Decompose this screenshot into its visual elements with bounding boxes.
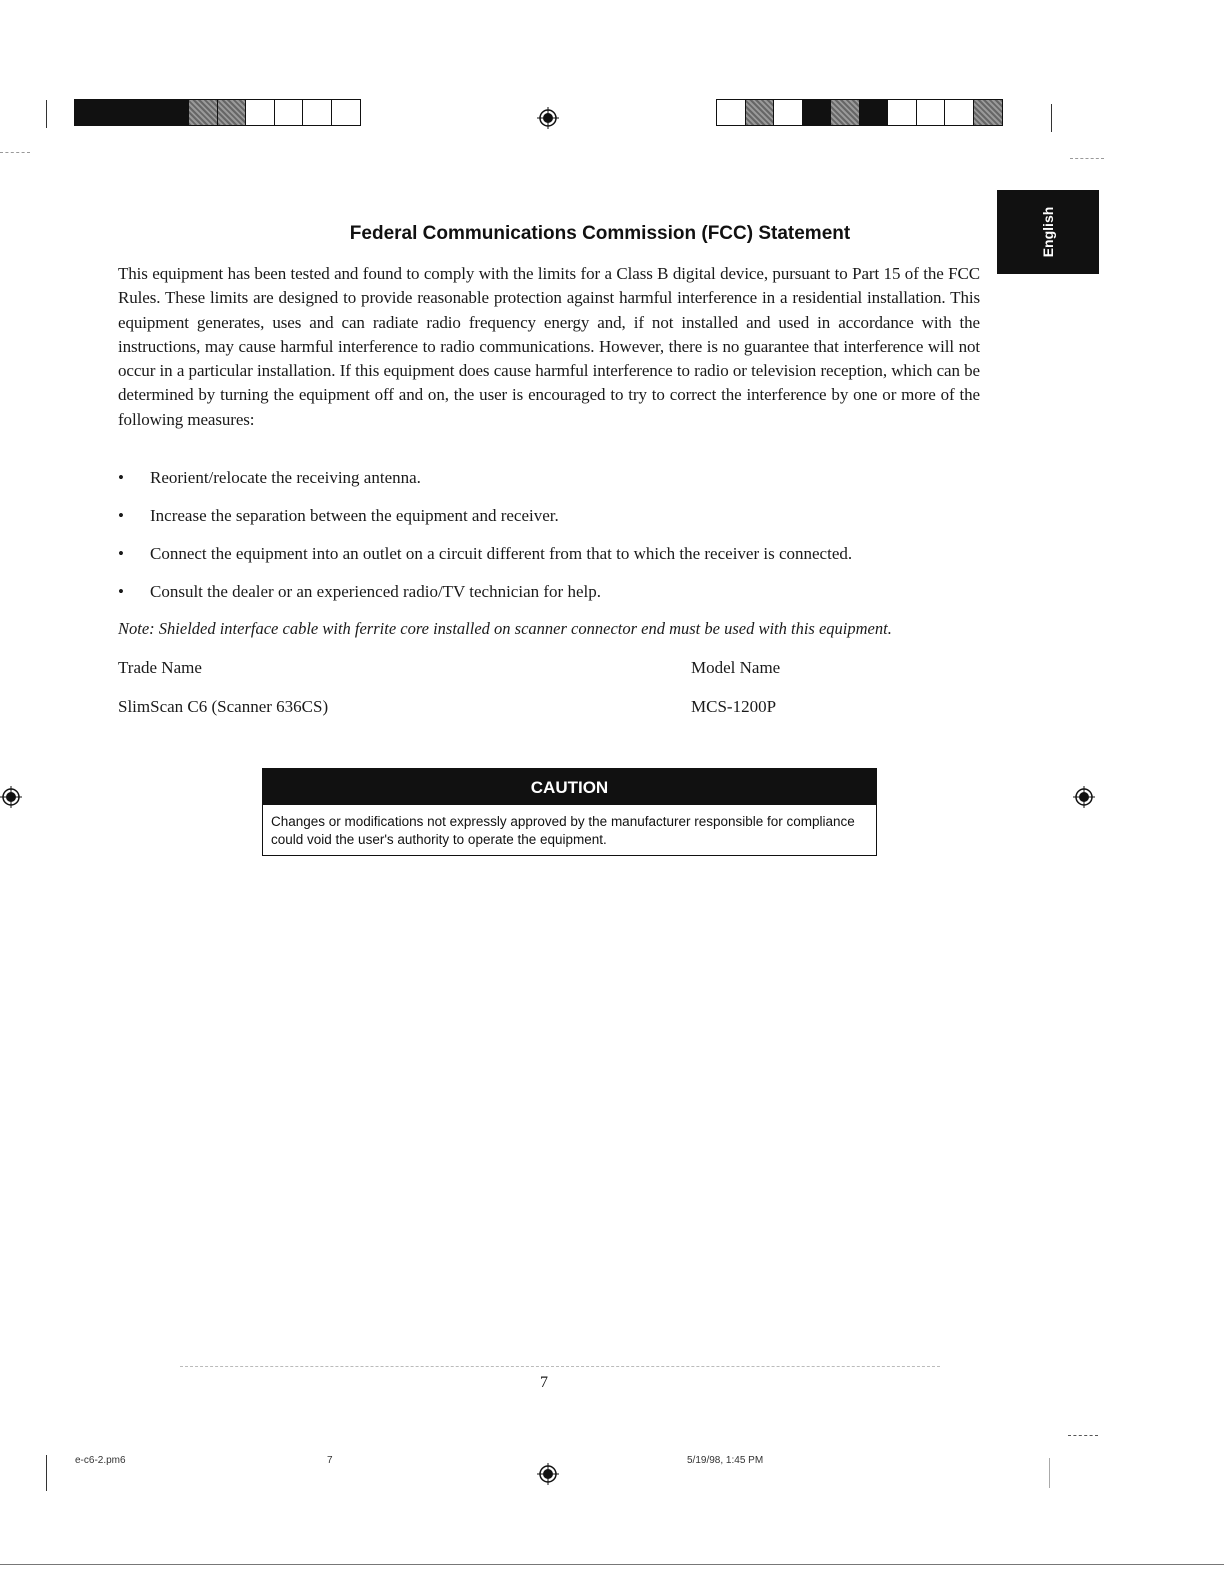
registration-mark-icon: [0, 786, 22, 808]
registration-mark-icon: [537, 107, 559, 129]
trade-name-label: Trade Name: [118, 658, 202, 677]
scan-edge: [0, 1564, 1224, 1565]
trade-name-value: SlimScan C6 (Scanner 636CS): [118, 697, 329, 716]
footer-page: 7: [327, 1455, 333, 1466]
caution-text: Changes or modifications not expressly approved by the manufacturer responsible for compliance could void the user's authority to operate the equipment.: [271, 814, 855, 847]
registration-mark-icon: [1073, 786, 1095, 808]
crop-mark: [1051, 104, 1052, 132]
intro-paragraph: This equipment has been tested and found to comply with the limits for a Class B digital device, pursuant to Part 15 of the FCC Rules. These limits are designed to provide reasonable protection against harmful interference in a residential installation. This equipment generates, uses and can radiate radio frequency energy and, if not installed and used in accordance with the instructions, may cause harmful interference to radio communications. However, there is no guarantee that interference will not occur in a particular installation. If this equipment does cause harmful interference to radio or television reception, which can be determined by turning the equipment off and on, the user is encouraged to try to correct the interference by one or more of the following measures:: [118, 264, 980, 429]
model-name-value: MCS-1200P: [691, 697, 777, 716]
registration-strip-left: [74, 99, 359, 126]
list-item: • Reorient/relocate the receiving antenna.: [118, 466, 988, 504]
measures-list: [118, 466, 988, 618]
crop-mark: [0, 152, 30, 153]
crop-mark: [46, 100, 47, 128]
page-number: 7: [540, 1374, 548, 1391]
language-tab-label: English: [1040, 206, 1056, 258]
list-item: • Consult the dealer or an experienced radio/TV technician for help.: [118, 580, 988, 618]
list-item: • Increase the separation between the equipment and receiver.: [118, 504, 988, 542]
crop-mark: [1068, 1435, 1098, 1436]
caution-box: [262, 768, 877, 856]
model-name-label: Model Name: [691, 658, 781, 677]
divider: [180, 1366, 940, 1367]
registration-strip-right: [716, 99, 1001, 126]
list-item: • Connect the equipment into an outlet on a circuit different from that to which the receiver is connected.: [118, 542, 988, 580]
page-title: Federal Communications Commission (FCC) Statement: [349, 223, 851, 244]
note-text: Note: Shielded interface cable with ferrite core installed on scanner connector end must be used with this equipment.: [118, 619, 892, 638]
footer-filename: e-c6-2.pm6: [75, 1455, 126, 1466]
crop-mark: [1049, 1458, 1050, 1488]
footer-datetime: 5/19/98, 1:45 PM: [687, 1455, 764, 1466]
crop-mark: [1070, 158, 1104, 159]
caution-heading: CAUTION: [263, 769, 876, 805]
registration-mark-icon: [537, 1463, 559, 1485]
crop-mark: [46, 1455, 47, 1491]
